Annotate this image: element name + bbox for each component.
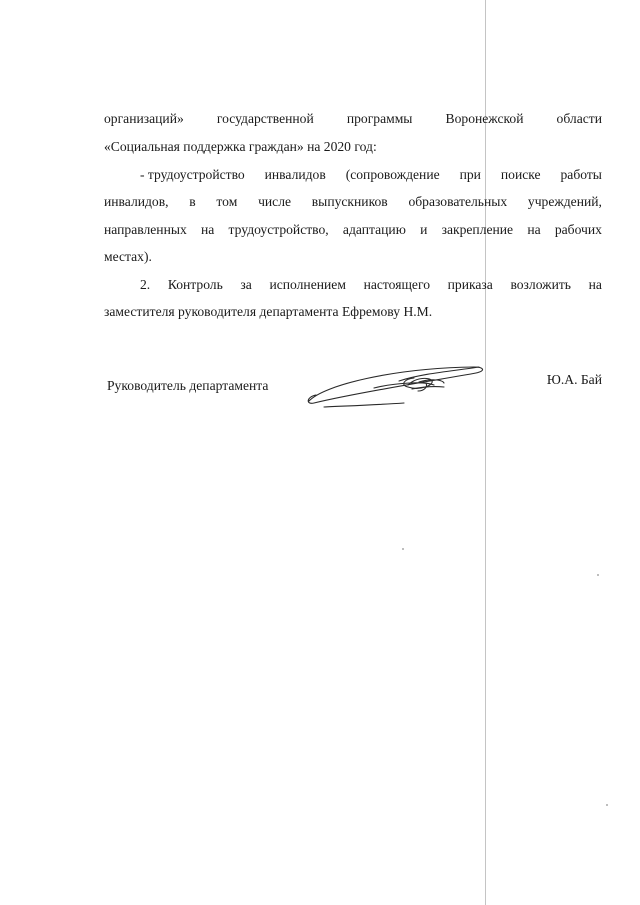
word: адаптацию	[342, 222, 406, 237]
word: поиске	[500, 167, 541, 182]
word: - трудоустройство	[140, 167, 245, 182]
word: на	[201, 222, 215, 237]
word: инвалидов	[264, 167, 326, 182]
word: на	[588, 277, 602, 292]
body-line-2: «Социальная поддержка граждан» на 2020 год:	[104, 139, 377, 154]
word: организаций»	[104, 111, 184, 126]
body-line-3	[140, 166, 602, 184]
word: числе	[258, 194, 292, 209]
body-line-1	[104, 110, 602, 128]
word: 2.	[140, 277, 151, 292]
body-line-7	[140, 276, 602, 294]
word: работы	[560, 167, 602, 182]
word: в	[189, 194, 196, 209]
word: и	[420, 222, 428, 237]
word: государственной	[216, 111, 314, 126]
word: (сопровождение	[345, 167, 440, 182]
word: закрепление	[441, 222, 514, 237]
word: области	[556, 111, 602, 126]
signatory-title: Руководитель департамента	[107, 378, 269, 393]
word: за	[240, 277, 252, 292]
scan-artifact-line	[485, 0, 486, 905]
word: выпускников	[311, 194, 388, 209]
word: учреждений,	[527, 194, 602, 209]
body-line-5	[104, 221, 602, 239]
scan-speck	[402, 548, 404, 550]
word: исполнением	[269, 277, 346, 292]
body-line-6: местах).	[104, 249, 152, 264]
signature-block	[104, 373, 602, 433]
word: трудоустройство,	[228, 222, 329, 237]
word: Контроль	[167, 277, 223, 292]
handwritten-signature	[304, 363, 494, 443]
scan-speck	[597, 574, 599, 576]
word: инвалидов,	[104, 194, 169, 209]
body-line-4	[104, 193, 602, 211]
word: на	[527, 222, 541, 237]
word: программы	[346, 111, 413, 126]
word: приказа	[447, 277, 493, 292]
word: направленных	[104, 222, 187, 237]
word: Воронежской	[445, 111, 524, 126]
word: возложить	[510, 277, 571, 292]
scan-speck	[606, 804, 608, 806]
word: образовательных	[408, 194, 508, 209]
signatory-name: Ю.А. Бай	[546, 372, 602, 387]
word: настоящего	[363, 277, 430, 292]
word: при	[459, 167, 481, 182]
word: рабочих	[554, 222, 602, 237]
body-line-8: заместителя руководителя департамента Ефремову Н.М.	[104, 304, 433, 319]
word: том	[216, 194, 238, 209]
